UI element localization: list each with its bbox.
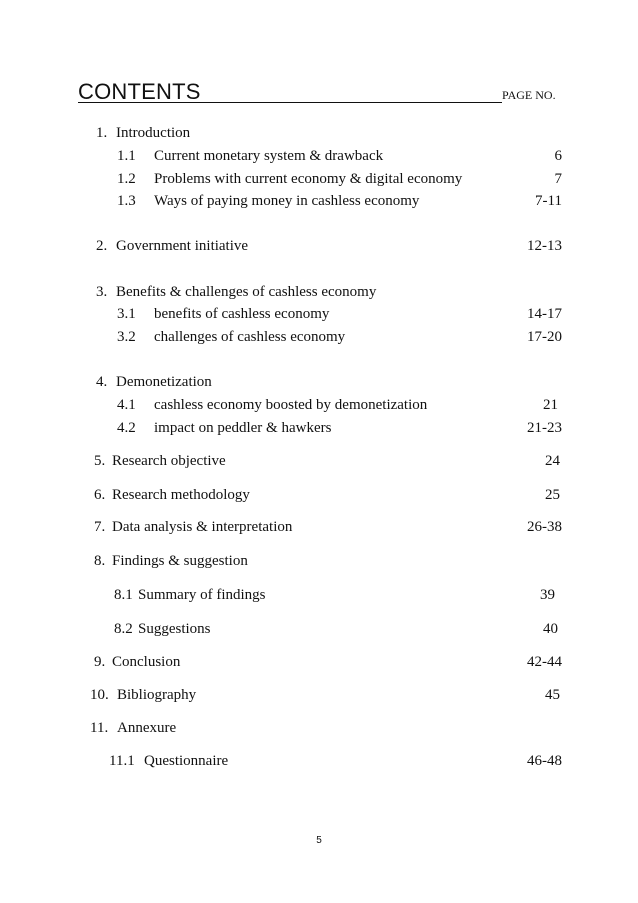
toc-entry-4-label: Demonetization <box>116 374 212 390</box>
toc-entry-1-1-label: Current monetary system & drawback <box>154 148 384 164</box>
toc-entry-1-label: Introduction <box>116 125 191 141</box>
toc-entry-6-page: 25 <box>545 487 560 503</box>
toc-entry-4-2-label: impact on peddler & hawkers <box>154 420 332 436</box>
toc-entry-4-1-number: 4.1 <box>117 397 136 413</box>
toc-entry-4-1-page: 21 <box>543 397 558 413</box>
toc-entry-2-page: 12-13 <box>527 238 562 254</box>
toc-entry-1-number: 1. <box>96 125 108 141</box>
toc-entry-9-label: Conclusion <box>112 654 181 670</box>
toc-entry-5-page: 24 <box>545 453 560 469</box>
toc-entry-7-number: 7. <box>94 519 106 535</box>
toc-entry-3-2-label: challenges of cashless economy <box>154 329 346 345</box>
toc-entry-9-number: 9. <box>94 654 106 670</box>
toc-entry-11-label: Annexure <box>117 720 177 736</box>
toc-entry-8-label: Findings & suggestion <box>112 553 248 569</box>
toc-entry-4-number: 4. <box>96 374 108 390</box>
toc-entry-2-number: 2. <box>96 238 108 254</box>
toc-entry-1-2-page: 7 <box>554 171 562 187</box>
toc-entry-10-number: 10. <box>90 687 109 703</box>
toc-entry-1-2-label: Problems with current economy & digital economy <box>154 171 463 187</box>
toc-entry-3-2-page: 17-20 <box>527 329 562 345</box>
toc-entry-7-label: Data analysis & interpretation <box>112 519 293 535</box>
toc-entry-6-number: 6. <box>94 487 106 503</box>
toc-entry-5-label: Research objective <box>112 453 226 469</box>
toc-entry-1-1-number: 1.1 <box>117 148 136 164</box>
toc-entry-10-label: Bibliography <box>117 687 197 703</box>
page-number-column-label: PAGE NO. <box>502 88 556 102</box>
toc-entry-11-1-number: 11.1 <box>109 753 135 769</box>
toc-entry-3-number: 3. <box>96 284 108 300</box>
toc-entry-1-2-number: 1.2 <box>117 171 136 187</box>
toc-entry-11-1-label: Questionnaire <box>144 753 229 769</box>
toc-entry-3-1-page: 14-17 <box>527 306 562 322</box>
toc-entry-3-label: Benefits & challenges of cashless economy <box>116 284 377 300</box>
toc-entry-3-1-label: benefits of cashless economy <box>154 306 330 322</box>
toc-entry-10-page: 45 <box>545 687 560 703</box>
toc-entry-8-1-label: Summary of findings <box>138 587 266 603</box>
toc-entry-2-label: Government initiative <box>116 238 249 254</box>
page-number-footer: 5 <box>316 835 322 846</box>
heading-underline <box>78 102 502 103</box>
toc-entry-8-2-page: 40 <box>543 621 558 637</box>
contents-heading: CONTENTS <box>78 79 201 104</box>
toc-entry-1-3-label: Ways of paying money in cashless economy <box>154 193 420 209</box>
toc-entry-8-1-page: 39 <box>540 587 555 603</box>
toc-entry-9-page: 42-44 <box>527 654 562 670</box>
toc-entry-11-number: 11. <box>90 720 109 736</box>
toc-entry-8-2-number: 8.2 <box>114 621 133 637</box>
toc-entry-5-number: 5. <box>94 453 106 469</box>
toc-entry-7-page: 26-38 <box>527 519 562 535</box>
toc-entry-1-3-page: 7-11 <box>535 193 562 209</box>
toc-entry-8-1-number: 8.1 <box>114 587 133 603</box>
toc-entry-3-2-number: 3.2 <box>117 329 136 345</box>
toc-entry-4-2-page: 21-23 <box>527 420 562 436</box>
toc-entry-4-1-label: cashless economy boosted by demonetization <box>154 397 428 413</box>
toc-entry-3-1-number: 3.1 <box>117 306 136 322</box>
toc-entry-8-number: 8. <box>94 553 106 569</box>
toc-entry-8-2-label: Suggestions <box>138 621 211 637</box>
toc-entry-6-label: Research methodology <box>112 487 250 503</box>
toc-entry-1-3-number: 1.3 <box>117 193 136 209</box>
toc-entry-11-1-page: 46-48 <box>527 753 562 769</box>
toc-entry-4-2-number: 4.2 <box>117 420 136 436</box>
toc-entry-1-1-page: 6 <box>554 148 562 164</box>
